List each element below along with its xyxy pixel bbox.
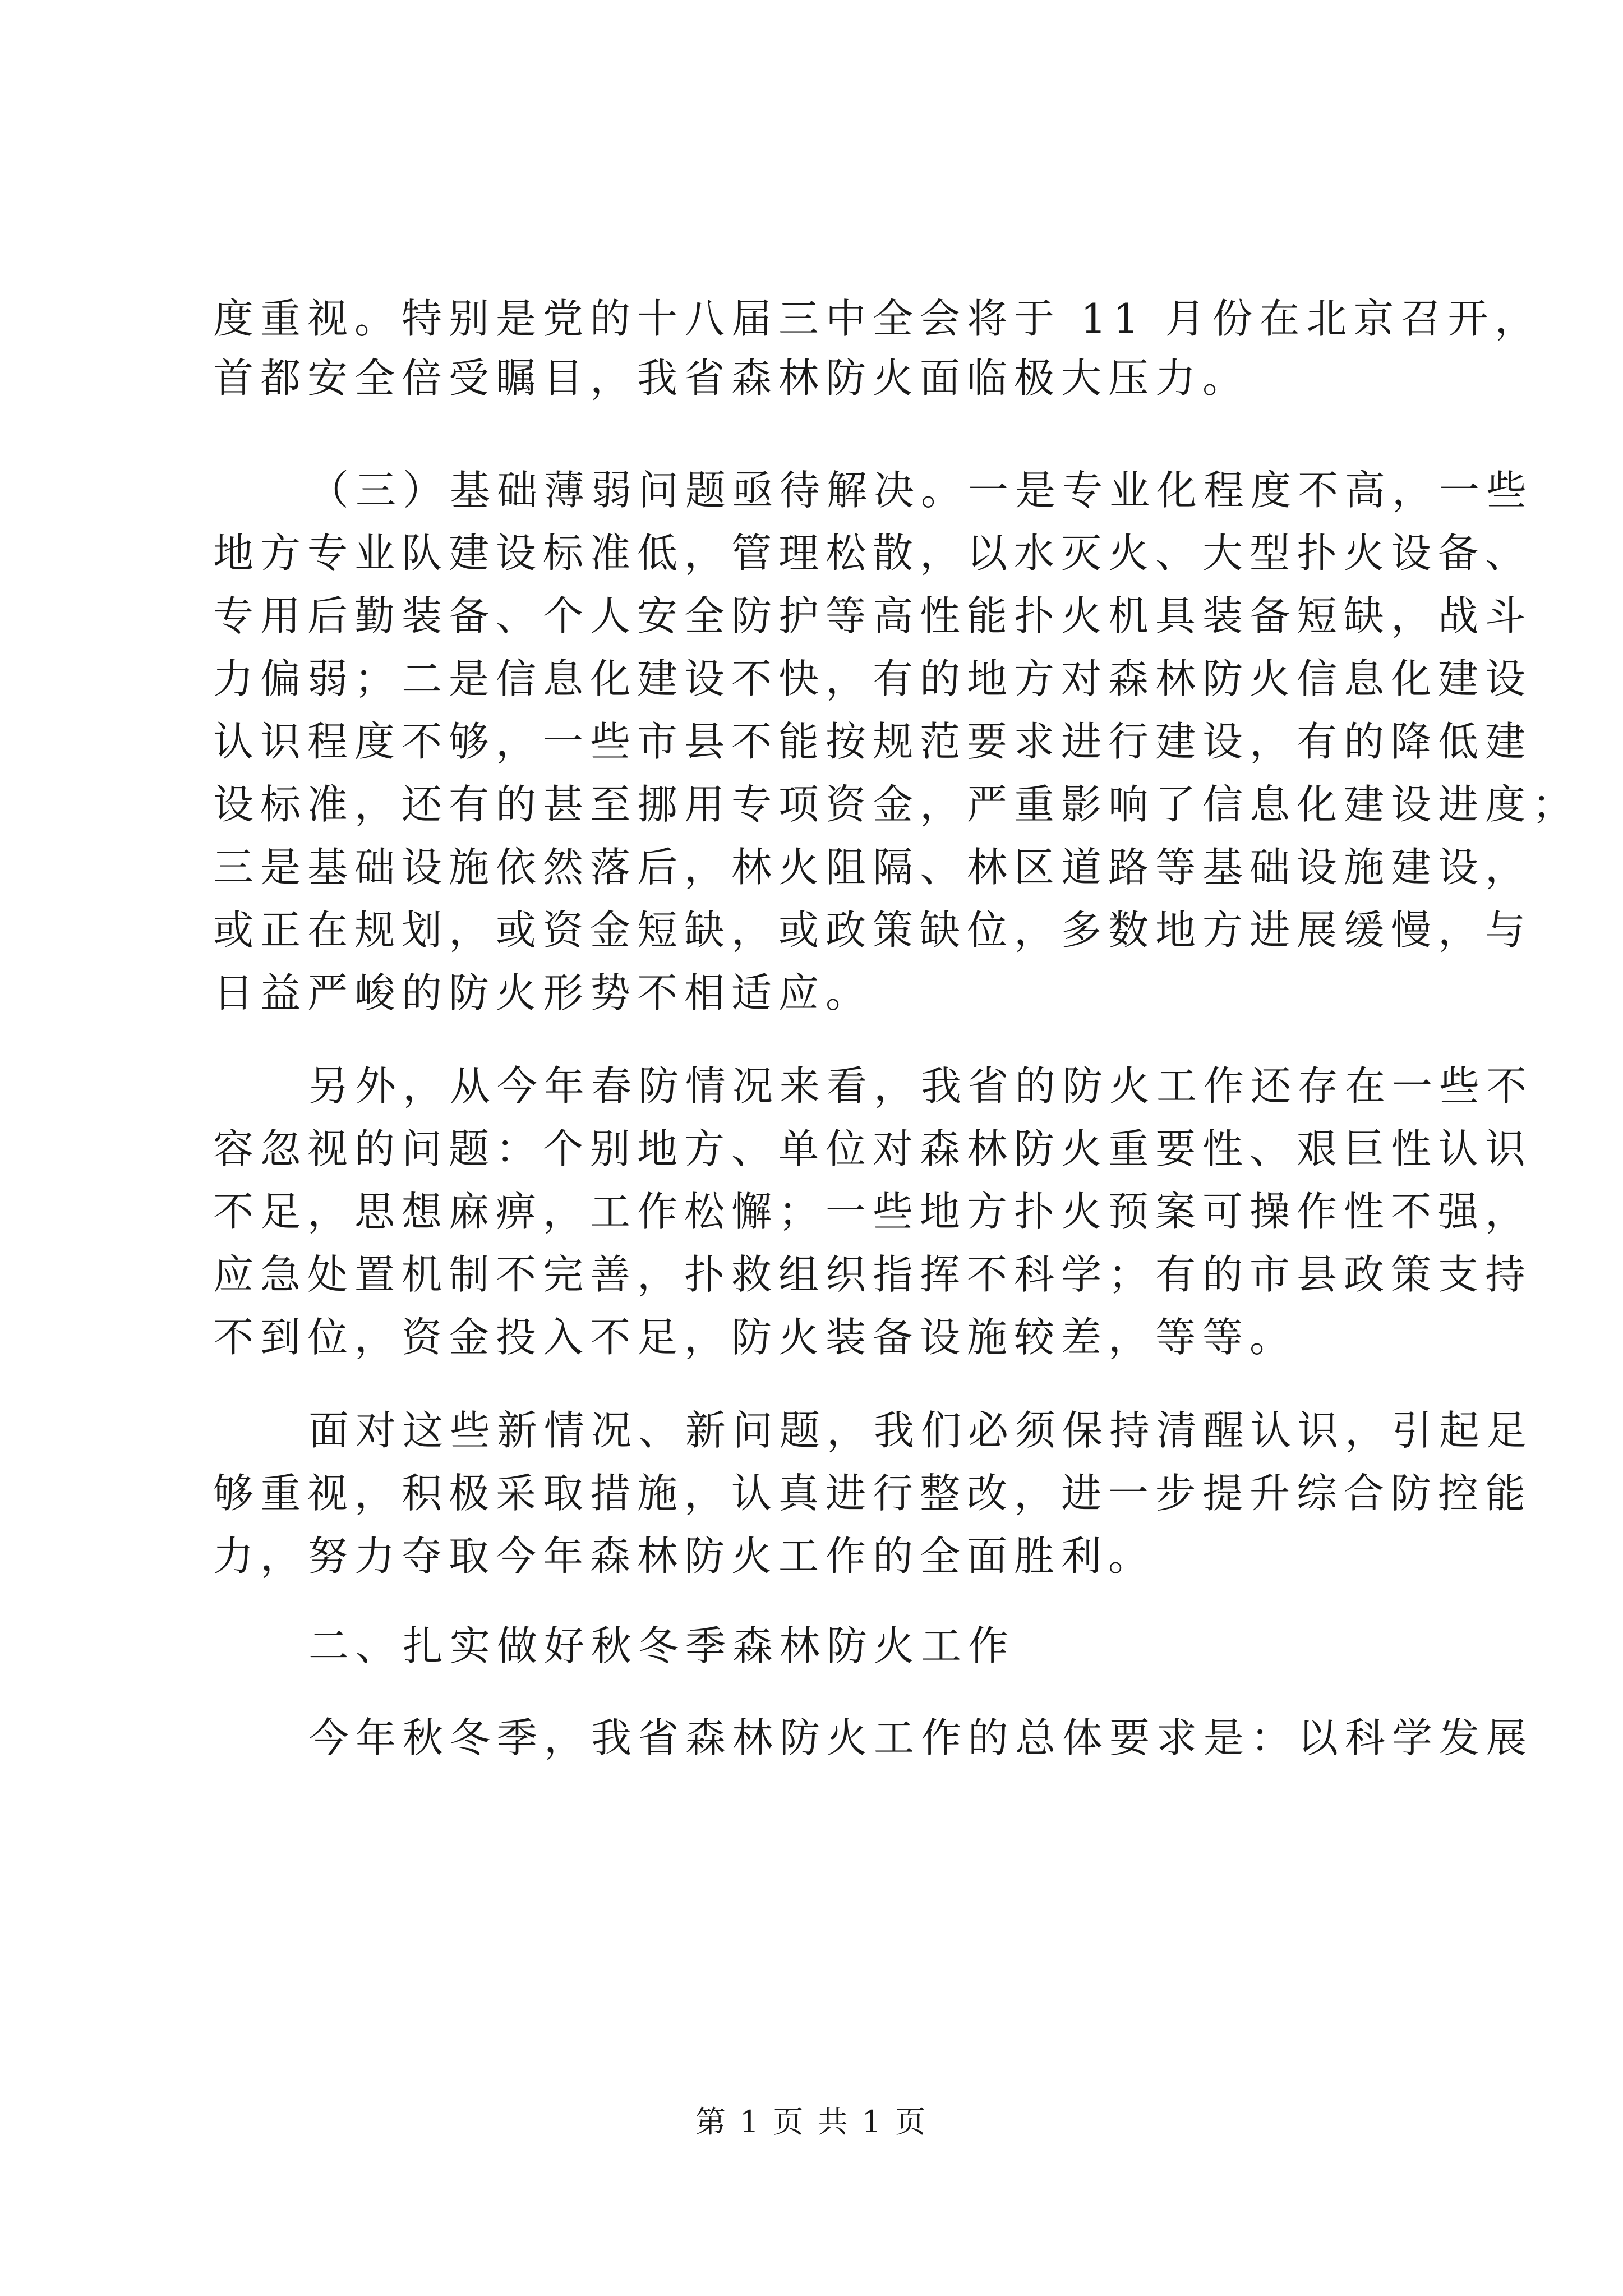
text-line: 日益严峻的防火形势不相适应。 [213,969,873,1016]
text-line: （三）基础薄弱问题亟待解决。一是专业化程度不高，一些 [308,467,1534,514]
text-line: 首都安全倍受瞩目，我省森林防火面临极大压力。 [213,355,1250,402]
text-line: 容忽视的问题：个别地方、单位对森林防火重要性、艰巨性认识 [213,1125,1533,1172]
text-line: 专用后勤装备、个人安全防护等高性能扑火机具装备短缺，战斗 [213,592,1533,639]
text-line: 力，努力夺取今年森林防火工作的全面胜利。 [213,1533,1156,1580]
text-line: 够重视，积极采取措施，认真进行整改，进一步提升综合防控能 [213,1470,1533,1517]
text-line: 不到位，资金投入不足，防火装备设施较差，等等。 [213,1314,1297,1361]
text-line: 面对这些新情况、新问题，我们必须保持清醒认识，引起足 [308,1407,1534,1454]
text-line: 或正在规划，或资金短缺，或政策缺位，多数地方进展缓慢，与 [213,907,1533,954]
text-line: 设标准，还有的甚至挪用专项资金，严重影响了信息化建设进度； [213,781,1580,828]
text-line: 另外，从今年春防情况来看，我省的防火工作还存在一些不 [308,1062,1534,1110]
text-line: 不足，思想麻痹，工作松懈；一些地方扑火预案可操作性不强， [213,1188,1533,1235]
text-line: 三是基础设施依然落后，林火阻隔、林区道路等基础设施建设， [213,844,1533,891]
text-line: 应急处置机制不完善，扑救组织指挥不科学；有的市县政策支持 [213,1251,1533,1298]
page-number-footer: 第 1 页 共 1 页 [695,2104,928,2139]
text-line: 度重视。特别是党的十八届三中全会将于 11 月份在北京召开， [213,295,1542,342]
section-heading: 二、扎实做好秋冬季森林防火工作 [308,1622,1016,1669]
text-line: 地方专业队建设标准低，管理松散，以水灭火、大型扑火设备、 [213,530,1533,577]
text-line: 今年秋冬季，我省森林防火工作的总体要求是：以科学发展 [308,1714,1534,1761]
text-line: 力偏弱；二是信息化建设不快，有的地方对森林防火信息化建设 [213,655,1533,702]
text-line: 认识程度不够，一些市县不能按规范要求进行建设，有的降低建 [213,718,1533,765]
